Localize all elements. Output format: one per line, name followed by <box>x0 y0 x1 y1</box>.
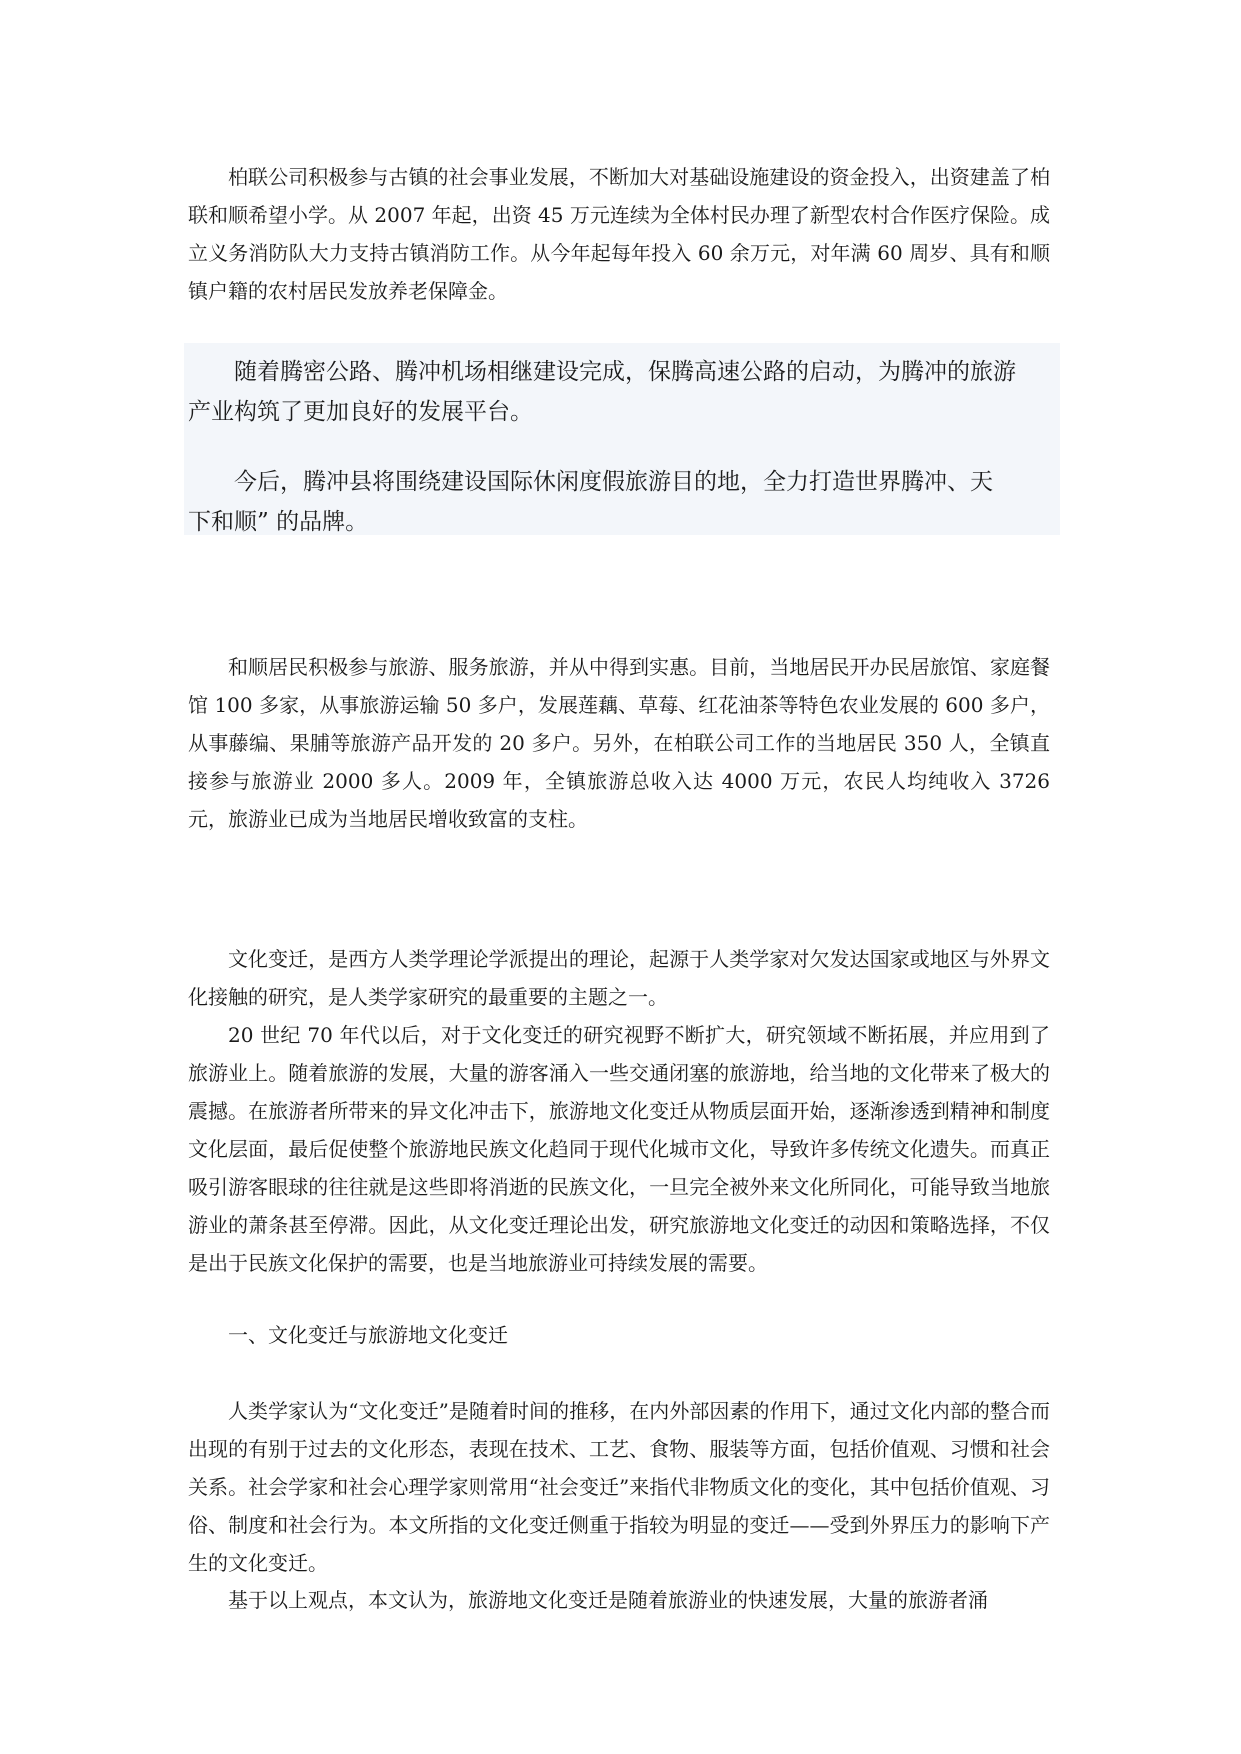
road-line-2: 产业构筑了更加良好的发展平台。 <box>188 399 533 425</box>
paragraph-definition: 人类学家认为“文化变迁”是随着时间的推移，在内外部因素的作用下，通过文化内部的整合而出现的有别于过去的文化形态，表现在技术、工艺、食物、服装等方面，包括价值观、习惯和社会关系。社会学家和社会心理学家则常用“社会变迁”来指代非物质文化的变化，其中包括价值观、习俗、制度和社会行为。本文所指的文化变迁侧重于指较为明显的变迁——受到外界压力的影响下产生的文化变迁。 <box>188 1399 1050 1575</box>
section-heading: 一、文化变迁与旅游地文化变迁 <box>228 1323 508 1347</box>
paragraph-company-investment: 柏联公司积极参与古镇的社会事业发展，不断加大对基础设施建设的资金投入，出资建盖了柏联和顺希望小学。从 2007 年起，出资 45 万元连续为全体村民办理了新型农村合作医疗保险。成立义务消防队大力支持古镇消防工作。从今年起每年投入 60 余万元，对年满 60 周岁、具有和顺镇户籍的农村居民发放养老保障金。 <box>188 165 1050 303</box>
paragraph-1970s-research: 20 世纪 70 年代以后，对于文化变迁的研究视野不断扩大，研究领域不断拓展，并应用到了旅游业上。随着旅游的发展，大量的游客涌入一些交通闭塞的旅游地，给当地的文化带来了极大的震撼。在旅游者所带来的异文化冲击下，旅游地文化变迁从物质层面开始，逐渐渗透到精神和制度文化层面，最后促使整个旅游地民族文化趋同于现代化城市文化，导致许多传统文化遗失。而真正吸引游客眼球的往往就是这些即将消逝的民族文化，一旦完全被外来文化所同化，可能导致当地旅游业的萧条甚至停滞。因此，从文化变迁理论出发，研究旅游地文化变迁的动因和策略选择，不仅是出于民族文化保护的需要，也是当地旅游业可持续发展的需要。 <box>188 1023 1050 1275</box>
road-line-1: 随着腾密公路、腾冲机场相继建设完成，保腾高速公路的启动，为腾冲的旅游 <box>234 359 1016 385</box>
paragraph-based-on-views: 基于以上观点，本文认为，旅游地文化变迁是随着旅游业的快速发展，大量的旅游者涌 <box>228 1588 988 1612</box>
paragraph-cultural-change-theory: 文化变迁，是西方人类学理论学派提出的理论，起源于人类学家对欠发达国家或地区与外界文化接触的研究，是人类学家研究的最重要的主题之一。 <box>188 947 1050 1009</box>
paragraph-residents-tourism: 和顺居民积极参与旅游、服务旅游，并从中得到实惠。目前，当地居民开办民居旅馆、家庭餐馆 100 多家，从事旅游运输 50 多户，发展莲藕、草莓、红花油茶等特色农业发展的 600 多户，从事藤编、果脯等旅游产品开发的 20 多户。另外，在柏联公司工作的当地居民 350 人，全镇直接参与旅游业 2000 多人。2009 年，全镇旅游总收入达 4000 万元，农民人均纯收入 3726 元，旅游业已成为当地居民增收致富的支柱。 <box>188 655 1050 831</box>
paragraph-road-construction <box>188 352 1080 432</box>
paragraph-future-plan <box>188 462 1048 542</box>
future-line-1: 今后，腾冲县将围绕建设国际休闲度假旅游目的地，全力打造世界腾冲、天 <box>234 469 993 495</box>
future-line-2: 下和顺” 的品牌。 <box>188 509 369 535</box>
